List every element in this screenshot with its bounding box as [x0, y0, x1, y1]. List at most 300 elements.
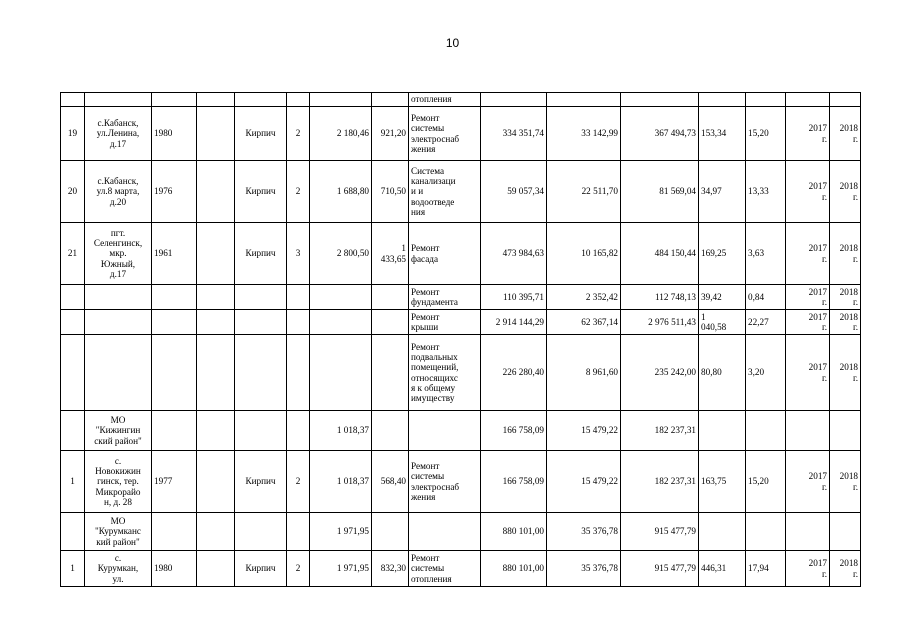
cell-row-number — [61, 161, 85, 223]
cell-living-area — [372, 335, 409, 411]
cell-row-number — [61, 411, 85, 451]
cell-text: Кирпич — [245, 476, 276, 487]
cell-year-reconstruction — [197, 223, 235, 285]
cell-text: 2018 г. — [839, 311, 858, 332]
cell-total-area — [310, 223, 372, 285]
cell-year-built — [152, 161, 197, 223]
cell-living-area — [372, 93, 409, 107]
cell-year-reconstruction — [197, 335, 235, 411]
cell-text: 22,27 — [748, 316, 769, 327]
cell-text: 59 057,34 — [507, 186, 544, 197]
cell-text: 235 242,00 — [654, 367, 696, 378]
cell-floors — [287, 285, 310, 310]
cell-text: 8 961,60 — [585, 367, 618, 378]
cell-year-reconstruction — [197, 411, 235, 451]
cell-address — [85, 411, 152, 451]
cell-text: Ремонт системы отопления — [411, 553, 452, 584]
cell-year-reconstruction — [197, 107, 235, 161]
cell-wall-material — [235, 411, 287, 451]
cell-unit-cost-limit — [746, 551, 786, 587]
cell-text: 880 101,00 — [502, 526, 544, 537]
cell-year-built — [152, 335, 197, 411]
cell-text: 1 018,37 — [336, 425, 369, 436]
cell-work-type — [409, 93, 481, 107]
cell-text: 153,34 — [701, 128, 727, 139]
cell-end-year — [830, 513, 861, 551]
cell-text: 19 — [67, 128, 78, 139]
cell-year-reconstruction — [197, 551, 235, 587]
cell-unit-cost — [699, 107, 746, 161]
cell-cost-fund — [481, 451, 547, 513]
cell-unit-cost-limit — [746, 335, 786, 411]
cell-text: 35 376,78 — [581, 526, 618, 537]
cell-text: 2 352,42 — [585, 291, 618, 302]
cell-work-type — [409, 411, 481, 451]
cell-text: Ремонт системы электроснаб жения — [411, 460, 460, 502]
cell-year-reconstruction — [197, 310, 235, 335]
cell-start-year — [786, 223, 830, 285]
table-row — [61, 513, 861, 551]
cell-cost-municipal — [547, 93, 621, 107]
cell-start-year — [786, 551, 830, 587]
table-row — [61, 93, 861, 107]
cell-text: 1 433,65 — [380, 243, 406, 264]
cell-text: 1961 — [154, 248, 173, 259]
cell-year-built — [152, 285, 197, 310]
cell-text: 20 — [67, 186, 78, 197]
cell-text: с.Кабанск, ул.Ленина, д.17 — [96, 118, 140, 149]
cell-living-area — [372, 411, 409, 451]
cell-cost-total — [621, 411, 699, 451]
cell-text: 2 180,46 — [336, 128, 369, 139]
cell-wall-material — [235, 161, 287, 223]
cell-text: 34,97 — [701, 186, 722, 197]
cell-floors — [287, 335, 310, 411]
cell-year-built — [152, 551, 197, 587]
cell-cost-fund — [481, 161, 547, 223]
cell-text: Кирпич — [245, 248, 276, 259]
cell-end-year — [830, 411, 861, 451]
cell-address — [85, 335, 152, 411]
cell-text: 1980 — [154, 128, 173, 139]
cell-year-reconstruction — [197, 93, 235, 107]
cell-total-area — [310, 335, 372, 411]
cell-year-built — [152, 513, 197, 551]
cell-row-number — [61, 223, 85, 285]
cell-unit-cost-limit — [746, 310, 786, 335]
cell-cost-fund — [481, 310, 547, 335]
cell-wall-material — [235, 310, 287, 335]
cell-text: 2018 г. — [839, 558, 858, 579]
cell-text: 710,50 — [380, 186, 406, 197]
cell-unit-cost — [699, 411, 746, 451]
cell-cost-total — [621, 551, 699, 587]
cell-cost-municipal — [547, 223, 621, 285]
cell-text: 1 971,95 — [336, 526, 369, 537]
cell-text: Ремонт системы электроснаб жения — [411, 112, 460, 154]
cell-end-year — [830, 223, 861, 285]
cell-text: 3 — [295, 248, 301, 259]
cell-address — [85, 93, 152, 107]
cell-unit-cost-limit — [746, 107, 786, 161]
cell-total-area — [310, 451, 372, 513]
cell-text: 2017 г. — [808, 471, 827, 492]
cell-text: 2017 г. — [808, 123, 827, 144]
cell-text: 182 237,31 — [654, 425, 696, 436]
cell-cost-fund — [481, 223, 547, 285]
cell-work-type — [409, 335, 481, 411]
cell-end-year — [830, 161, 861, 223]
table-row — [61, 285, 861, 310]
cell-text: 2 — [295, 476, 301, 487]
cell-text: 915 477,79 — [654, 526, 696, 537]
cell-text: с. Курумкан, ул. — [97, 553, 139, 584]
cell-text: 484 150,44 — [654, 248, 696, 259]
cell-text: 182 237,31 — [654, 476, 696, 487]
cell-cost-municipal — [547, 411, 621, 451]
cell-text: 921,20 — [380, 128, 406, 139]
cell-year-built — [152, 451, 197, 513]
cell-start-year — [786, 335, 830, 411]
cell-address — [85, 161, 152, 223]
cell-text: 2017 г. — [808, 181, 827, 202]
cell-floors — [287, 551, 310, 587]
cell-text: 226 280,40 — [502, 367, 544, 378]
cell-unit-cost-limit — [746, 161, 786, 223]
cell-text: 3,20 — [748, 367, 765, 378]
cell-cost-fund — [481, 335, 547, 411]
cell-cost-fund — [481, 411, 547, 451]
cell-year-built — [152, 93, 197, 107]
cell-year-built — [152, 411, 197, 451]
cell-text: 22 511,70 — [581, 186, 618, 197]
table-row — [61, 451, 861, 513]
cell-text: 367 494,73 — [654, 128, 696, 139]
cell-text: МО "Курумканс кий район" — [95, 516, 141, 547]
cell-unit-cost — [699, 161, 746, 223]
cell-text: 2018 г. — [839, 286, 858, 307]
cell-cost-municipal — [547, 161, 621, 223]
cell-cost-fund — [481, 93, 547, 107]
cell-wall-material — [235, 335, 287, 411]
cell-start-year — [786, 513, 830, 551]
cell-living-area — [372, 161, 409, 223]
cell-text: Кирпич — [245, 186, 276, 197]
repair-program-table — [60, 92, 861, 587]
cell-text: с.Кабанск, ул.8 марта, д.20 — [96, 176, 140, 207]
cell-address — [85, 451, 152, 513]
table-row — [61, 107, 861, 161]
cell-start-year — [786, 107, 830, 161]
cell-text: 2017 г. — [808, 286, 827, 307]
cell-start-year — [786, 451, 830, 513]
cell-row-number — [61, 93, 85, 107]
cell-work-type — [409, 551, 481, 587]
cell-year-reconstruction — [197, 285, 235, 310]
table-row — [61, 411, 861, 451]
cell-cost-fund — [481, 285, 547, 310]
cell-unit-cost — [699, 551, 746, 587]
cell-cost-total — [621, 285, 699, 310]
cell-address — [85, 310, 152, 335]
cell-text: 1 971,95 — [336, 563, 369, 574]
cell-cost-municipal — [547, 310, 621, 335]
cell-text: 39,42 — [701, 291, 722, 302]
cell-cost-municipal — [547, 285, 621, 310]
cell-address — [85, 513, 152, 551]
cell-floors — [287, 513, 310, 551]
cell-text: 2 — [295, 128, 301, 139]
cell-end-year — [830, 451, 861, 513]
cell-end-year — [830, 107, 861, 161]
cell-total-area — [310, 411, 372, 451]
cell-text: 2018 г. — [839, 181, 858, 202]
cell-end-year — [830, 93, 861, 107]
cell-wall-material — [235, 551, 287, 587]
cell-wall-material — [235, 107, 287, 161]
cell-unit-cost-limit — [746, 93, 786, 107]
cell-text: отопления — [411, 94, 452, 105]
cell-total-area — [310, 161, 372, 223]
cell-text: 446,31 — [701, 563, 727, 574]
cell-start-year — [786, 93, 830, 107]
cell-text: 10 165,82 — [581, 248, 618, 259]
cell-text: МО "Кижингин ский район" — [94, 415, 142, 446]
cell-text: 169,25 — [701, 248, 727, 259]
cell-text: Кирпич — [245, 128, 276, 139]
cell-total-area — [310, 310, 372, 335]
cell-text: 166 758,09 — [502, 476, 544, 487]
cell-text: 2018 г. — [839, 123, 858, 144]
cell-text: 166 758,09 — [502, 425, 544, 436]
table-row — [61, 161, 861, 223]
cell-cost-municipal — [547, 451, 621, 513]
cell-text: 2 — [295, 563, 301, 574]
cell-start-year — [786, 285, 830, 310]
cell-text: 35 376,78 — [581, 563, 618, 574]
cell-year-built — [152, 223, 197, 285]
cell-cost-fund — [481, 107, 547, 161]
cell-unit-cost — [699, 310, 746, 335]
cell-unit-cost — [699, 285, 746, 310]
cell-text: 1976 — [154, 186, 173, 197]
cell-unit-cost — [699, 335, 746, 411]
cell-text: 473 984,63 — [502, 248, 544, 259]
cell-text: 2 976 511,43 — [648, 316, 696, 327]
cell-text: пгт. Селенгинск, мкр. Южный, д.17 — [93, 227, 143, 279]
table-row — [61, 551, 861, 587]
cell-text: 15 479,22 — [581, 476, 618, 487]
cell-text: 110 395,71 — [502, 291, 544, 302]
cell-work-type — [409, 310, 481, 335]
cell-text: Ремонт крыши — [411, 311, 440, 332]
table-row — [61, 223, 861, 285]
cell-text: 1 018,37 — [336, 476, 369, 487]
cell-floors — [287, 161, 310, 223]
cell-cost-total — [621, 223, 699, 285]
cell-unit-cost-limit — [746, 513, 786, 551]
cell-cost-fund — [481, 551, 547, 587]
cell-floors — [287, 93, 310, 107]
cell-text: 62 367,14 — [581, 316, 618, 327]
cell-address — [85, 223, 152, 285]
cell-work-type — [409, 285, 481, 310]
cell-floors — [287, 223, 310, 285]
cell-row-number — [61, 551, 85, 587]
cell-address — [85, 107, 152, 161]
cell-text: 163,75 — [701, 476, 727, 487]
page-number: 10 — [445, 36, 460, 50]
cell-text: 1 — [70, 476, 75, 487]
cell-text: 568,40 — [380, 476, 406, 487]
cell-text: 1980 — [154, 563, 173, 574]
cell-living-area — [372, 223, 409, 285]
cell-year-reconstruction — [197, 451, 235, 513]
cell-cost-municipal — [547, 513, 621, 551]
cell-end-year — [830, 551, 861, 587]
cell-cost-total — [621, 513, 699, 551]
cell-cost-total — [621, 310, 699, 335]
cell-row-number — [61, 285, 85, 310]
cell-living-area — [372, 551, 409, 587]
cell-text: 13,33 — [748, 186, 769, 197]
cell-row-number — [61, 513, 85, 551]
cell-end-year — [830, 310, 861, 335]
cell-living-area — [372, 285, 409, 310]
cell-wall-material — [235, 93, 287, 107]
cell-living-area — [372, 107, 409, 161]
cell-text: 0,84 — [748, 291, 765, 302]
cell-text: 2017 г. — [808, 558, 827, 579]
cell-unit-cost-limit — [746, 451, 786, 513]
cell-living-area — [372, 513, 409, 551]
cell-text: 21 — [67, 248, 78, 259]
cell-text: Ремонт подвальных помещений, относящихс я к общему имуществу — [411, 341, 459, 404]
cell-wall-material — [235, 285, 287, 310]
cell-living-area — [372, 310, 409, 335]
cell-text: 1 — [70, 563, 75, 574]
cell-year-reconstruction — [197, 161, 235, 223]
cell-text: Ремонт фундамента — [411, 286, 459, 307]
cell-text: с. Новокижин гинск, тер. Микрорайо н, д. 28 — [95, 455, 141, 507]
cell-total-area — [310, 285, 372, 310]
cell-text: Кирпич — [245, 563, 276, 574]
cell-cost-total — [621, 451, 699, 513]
cell-unit-cost — [699, 451, 746, 513]
cell-year-reconstruction — [197, 513, 235, 551]
cell-cost-total — [621, 161, 699, 223]
cell-total-area — [310, 93, 372, 107]
cell-text: 880 101,00 — [502, 563, 544, 574]
cell-text: 2017 г. — [808, 362, 827, 383]
cell-text: 2017 г. — [808, 243, 827, 264]
cell-text: 33 142,99 — [581, 128, 618, 139]
cell-address — [85, 551, 152, 587]
cell-text: 2 800,50 — [336, 248, 369, 259]
cell-text: 17,94 — [748, 563, 769, 574]
cell-work-type — [409, 161, 481, 223]
cell-cost-municipal — [547, 335, 621, 411]
cell-text: 2018 г. — [839, 471, 858, 492]
cell-total-area — [310, 551, 372, 587]
cell-text: 1 688,80 — [336, 186, 369, 197]
cell-row-number — [61, 335, 85, 411]
cell-text: 112 748,13 — [654, 291, 696, 302]
cell-floors — [287, 310, 310, 335]
cell-row-number — [61, 107, 85, 161]
cell-cost-total — [621, 335, 699, 411]
cell-text: 2 — [295, 186, 301, 197]
cell-unit-cost-limit — [746, 285, 786, 310]
cell-text: 15,20 — [748, 476, 769, 487]
cell-unit-cost — [699, 513, 746, 551]
cell-floors — [287, 107, 310, 161]
cell-text: 3,63 — [748, 248, 765, 259]
cell-cost-municipal — [547, 107, 621, 161]
cell-cost-total — [621, 107, 699, 161]
cell-unit-cost-limit — [746, 411, 786, 451]
table-row — [61, 310, 861, 335]
cell-start-year — [786, 310, 830, 335]
cell-end-year — [830, 285, 861, 310]
cell-total-area — [310, 513, 372, 551]
cell-row-number — [61, 451, 85, 513]
cell-work-type — [409, 513, 481, 551]
cell-text: 915 477,79 — [654, 563, 696, 574]
cell-text: 832,30 — [380, 563, 406, 574]
cell-wall-material — [235, 223, 287, 285]
cell-floors — [287, 451, 310, 513]
table-body — [61, 93, 861, 587]
cell-text: 15 479,22 — [581, 425, 618, 436]
cell-text: 15,20 — [748, 128, 769, 139]
cell-text: 1 040,58 — [701, 311, 727, 332]
cell-unit-cost — [699, 93, 746, 107]
cell-total-area — [310, 107, 372, 161]
cell-work-type — [409, 107, 481, 161]
cell-text: 2018 г. — [839, 362, 858, 383]
cell-cost-municipal — [547, 551, 621, 587]
cell-text: Ремонт фасада — [411, 243, 440, 264]
cell-wall-material — [235, 513, 287, 551]
cell-year-built — [152, 107, 197, 161]
cell-address — [85, 285, 152, 310]
cell-wall-material — [235, 451, 287, 513]
cell-cost-total — [621, 93, 699, 107]
cell-text: 2 914 144,29 — [495, 316, 544, 327]
cell-text: 80,80 — [701, 367, 722, 378]
cell-floors — [287, 411, 310, 451]
cell-row-number — [61, 310, 85, 335]
cell-living-area — [372, 451, 409, 513]
cell-work-type — [409, 451, 481, 513]
cell-cost-fund — [481, 513, 547, 551]
cell-start-year — [786, 411, 830, 451]
table-row — [61, 335, 861, 411]
cell-start-year — [786, 161, 830, 223]
cell-work-type — [409, 223, 481, 285]
cell-text: 2017 г. — [808, 311, 827, 332]
cell-text: Система канализаци и и водоотведе ния — [411, 165, 456, 217]
cell-end-year — [830, 335, 861, 411]
cell-unit-cost — [699, 223, 746, 285]
cell-text: 2018 г. — [839, 243, 858, 264]
cell-year-built — [152, 310, 197, 335]
cell-text: 334 351,74 — [502, 128, 544, 139]
cell-text: 1977 — [154, 476, 173, 487]
cell-text: 81 569,04 — [659, 186, 696, 197]
cell-unit-cost-limit — [746, 223, 786, 285]
